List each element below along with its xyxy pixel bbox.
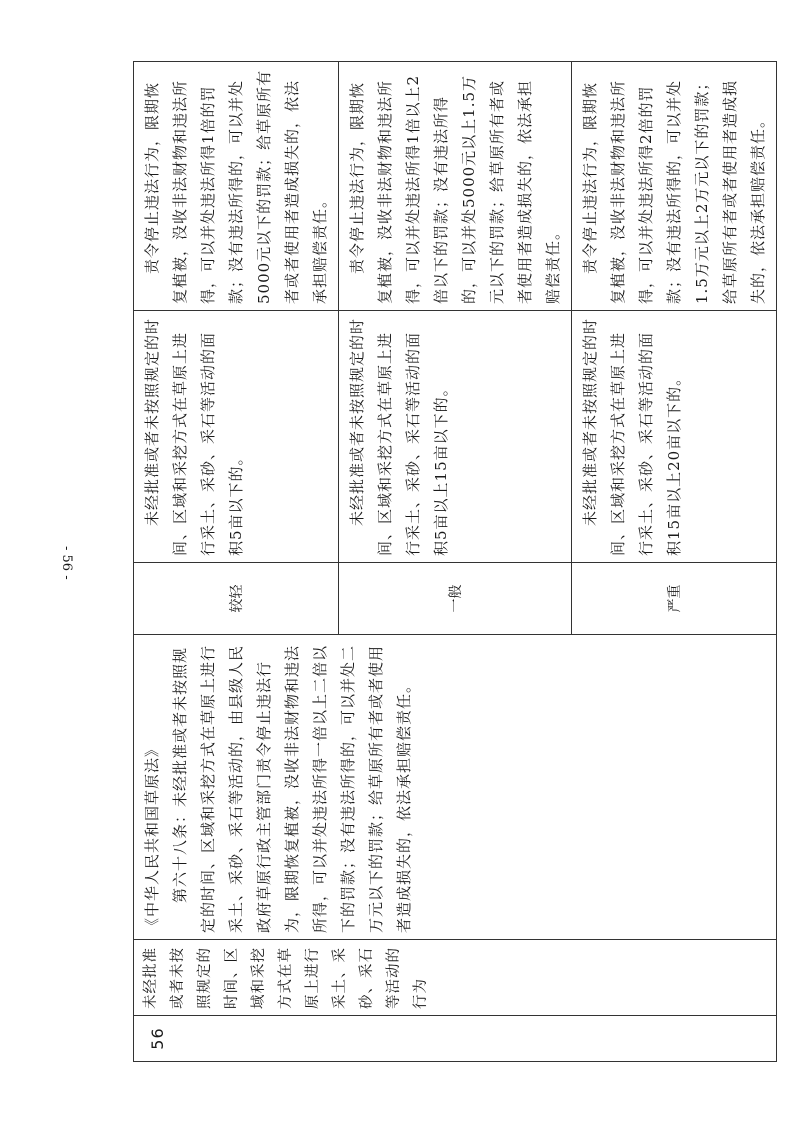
table-row [134,62,339,1062]
legal-basis [134,635,422,939]
condition-cell [134,311,339,563]
item-name: 未经批准或者未按照规定的时间、区域和采挖方式在草原上进行采土、采砂、采石等活动的行为 [143,947,429,1009]
standard-text: 责令停止违法行为，限期恢复植被，没收非法财物和违法所得，可以并处违法所得2倍的罚款；没有违法所得的，可以并处1.5万元以上2万元以下的罚款；给草原所有者或者使用者造成损失的，依法承担赔偿责任。 [581,74,767,304]
standard-cell [134,62,339,311]
item-name-cell [134,940,777,1016]
discretion-standard-table [133,61,777,1062]
standard-text: 责令停止违法行为，限期恢复植被，没收非法财物和违法所得，可以并处违法所得1倍以上2倍以下的罚款；没有违法所得的，可以并处5000元以上1.5万元以下的罚款；给草原所有者或者使用者造成损失的，依法承担赔偿责任。 [348,74,562,304]
level-label: 较轻 [229,584,245,613]
penalty-table [133,62,767,1062]
condition-text: 未经批准或者未按照规定的时间、区域和采挖方式在草原上进行采土、采砂、采石等活动的面积15亩以上20亩以下的。 [581,317,683,556]
standard-cell [339,62,572,311]
page-number: - 56 - [59,546,74,580]
condition-cell [339,311,572,563]
item-code: 56 [148,1027,167,1050]
condition-cell [572,311,777,563]
standard-cell [572,62,777,311]
level-cell-serious [572,563,777,635]
condition-text: 未经批准或者未按照规定的时间、区域和采挖方式在草原上进行采土、采砂、采石等活动的面积5亩以上15亩以下的。 [348,317,450,556]
standard-text: 责令停止违法行为，限期恢复植被，没收非法财物和违法所得，可以并处违法所得1倍的罚款；没有违法所得的，可以并处5000元以下的罚款；给草原所有者或者使用者造成损失的，依法承担赔偿责任。 [143,69,329,304]
level-cell-light [134,563,339,635]
law-article: 第六十八条：未经批准或者未按照规定的时间、区域和采挖方式在草原上进行采土、采砂、采石等活动的，由县级人民政府草原行政主管部门责令停止违法行为，限期恢复植被，没收非法财物和违法所得，可以并处违法所得一倍以上二倍以下的罚款；没有违法所得的，可以并处二万元以下的罚款；给草原所有者或者使用者造成损失的，依法承担赔偿责任。 [171,644,413,933]
law-title: 《中华人民共和国草原法》 [143,740,161,933]
level-cell-general [339,563,572,635]
condition-text: 未经批准或者未按照规定的时间、区域和采挖方式在草原上进行采土、采砂、采石等活动的面积5亩以下的。 [143,317,245,556]
level-label: 一般 [448,584,464,613]
legal-basis-cell [134,635,777,940]
item-code-cell [134,1016,777,1062]
level-label: 严重 [667,584,683,613]
rotated-table-wrapper [133,62,767,1062]
